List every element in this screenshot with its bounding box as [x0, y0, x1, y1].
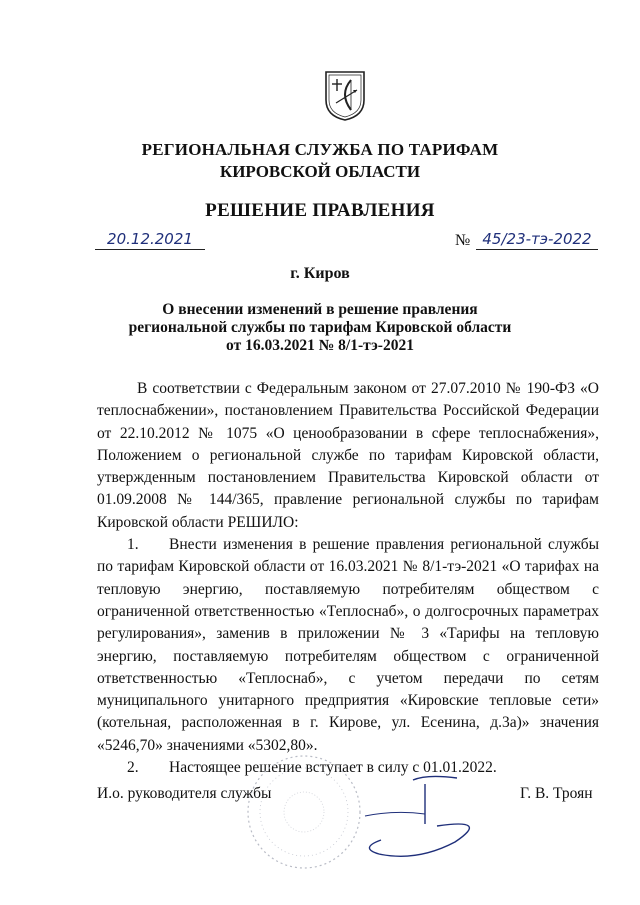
item-text: Внести изменения в решение правления региональной службы по тарифам Кировской области от 16.03.2021 № 8/1-тэ-2021 «О тарифах на тепловую энергию, поставляемую потребителям обществом с ограниченной ответственностью «Теплоснаб», о долгосрочных параметрах регулирования», заменив в приложении № 3 «Тарифы на тепловую энергию, поставляемую потребителям обществом с ограниченной ответственностью «Теплоснаб», с учетом передачи по сетям муниципального унитарного предприятия «Кировские тепловые сети» (котельная, расположенная в г. Кирове, ул. Есенина, д.3а)» значения «5246,70» значениями «5302,80». — [97, 536, 599, 754]
organization-name-line1: РЕГИОНАЛЬНАЯ СЛУЖБА ПО ТАРИФАМ — [141, 140, 499, 159]
city: г. Киров — [290, 265, 350, 282]
item-number: 2. — [127, 759, 139, 777]
number-label: № — [455, 232, 471, 249]
signer-name: Г. В. Троян — [520, 785, 593, 802]
seal-stamp-icon — [238, 752, 370, 872]
coat-of-arms-icon — [324, 70, 366, 122]
intro-paragraph: В соответствии с Федеральным законом от 27.07.2010 № 190-ФЗ «О теплоснабжении», постановлением Правительства Российской Федерации от 22.10.2012 № 1075 «О ценообразовании в сфере теплоснабжения», Положением о региональной службе по тарифам Кировской области, утвержденным постановлением Правительства Кировской области от 01.09.2008 № 144/365, правление региональной службы по тарифам Кировской области РЕШИЛО: — [97, 380, 599, 531]
subject-line2: региональной службы по тарифам Кировской области — [128, 319, 512, 336]
signer-position: И.о. руководителя службы — [97, 785, 272, 802]
item-text: Настоящее решение вступает в силу с 01.01.2022. — [169, 759, 497, 777]
handwritten-signature-icon — [355, 770, 495, 865]
organization-name-line2: КИРОВСКОЙ ОБЛАСТИ — [219, 162, 421, 181]
document-date: 20.12.2021 — [107, 230, 193, 248]
subject-line1: О внесении изменений в решение правления — [162, 301, 478, 318]
date-underline — [95, 249, 205, 250]
document-body — [97, 378, 599, 779]
document-type-title: РЕШЕНИЕ ПРАВЛЕНИЯ — [205, 200, 435, 221]
decision-item-1 — [97, 534, 599, 757]
number-underline — [476, 249, 598, 250]
document-number: 45/23-тэ-2022 — [482, 230, 592, 248]
item-number: 1. — [127, 536, 139, 554]
subject-line3: от 16.03.2021 № 8/1-тэ-2021 — [226, 337, 414, 354]
